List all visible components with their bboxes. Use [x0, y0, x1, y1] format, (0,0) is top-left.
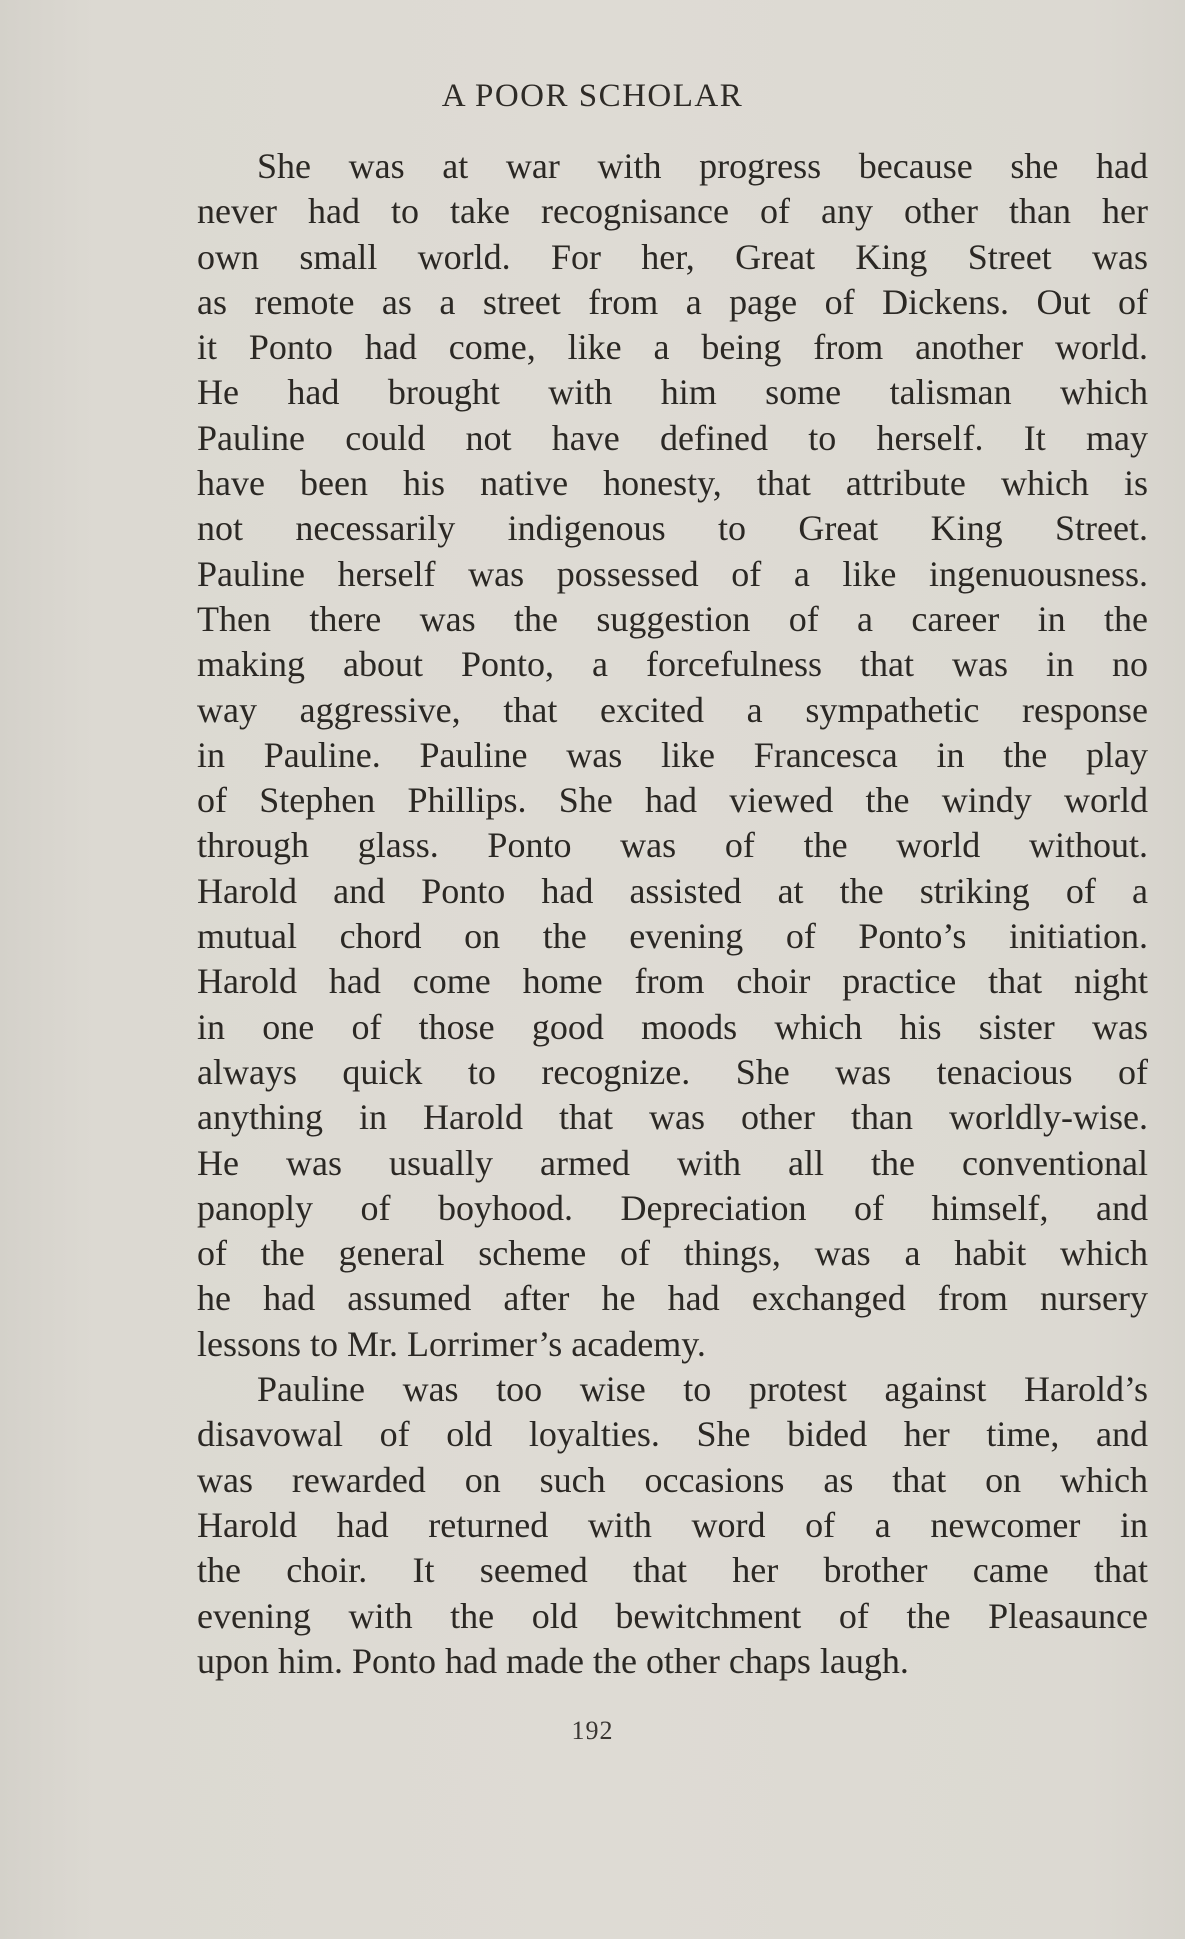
- text-line: He was usually armed with all the conventional: [197, 1142, 1148, 1183]
- text-line: Harold had returned with word of a newcomer in: [197, 1504, 1148, 1545]
- text-line: the choir. It seemed that her brother came that: [197, 1550, 1148, 1591]
- text-line: not necessarily indigenous to Great King Street.: [197, 508, 1148, 549]
- text-line: making about Ponto, a forcefulness that was in no: [197, 644, 1148, 685]
- text-line: was rewarded on such occasions as that on which: [197, 1459, 1148, 1500]
- text-line: disavowal of old loyalties. She bided her time, and: [197, 1414, 1148, 1455]
- text-line: lessons to Mr. Lorrimer’s academy.: [197, 1323, 706, 1364]
- running-head-title: A POOR SCHOLAR: [441, 78, 744, 114]
- text-line: way aggressive, that excited a sympathetic response: [197, 689, 1148, 730]
- text-line: evening with the old bewitchment of the Pleasaunce: [197, 1595, 1148, 1636]
- text-line: he had assumed after he had exchanged from nursery: [197, 1278, 1148, 1319]
- text-line: anything in Harold that was other than worldly-wise.: [197, 1097, 1148, 1138]
- text-line: never had to take recognisance of any other than her: [197, 191, 1148, 232]
- text-line: in Pauline. Pauline was like Francesca in the play: [197, 734, 1148, 775]
- text-line: always quick to recognize. She was tenacious of: [197, 1051, 1148, 1092]
- text-line: as remote as a street from a page of Dickens. Out of: [197, 281, 1148, 322]
- page-number: 192: [571, 1716, 614, 1745]
- text-line: Pauline was too wise to protest against Harold’s: [257, 1369, 1148, 1410]
- text-line: it Ponto had come, like a being from another world.: [197, 327, 1148, 368]
- text-line: of Stephen Phillips. She had viewed the windy world: [197, 780, 1148, 821]
- text-line: mutual chord on the evening of Ponto’s initiation.: [197, 916, 1148, 957]
- text-line: Then there was the suggestion of a career in the: [197, 598, 1148, 639]
- text-line: Harold and Ponto had assisted at the striking of a: [197, 870, 1148, 911]
- text-line: Harold had come home from choir practice that night: [197, 961, 1148, 1002]
- text-line: She was at war with progress because she had: [257, 146, 1148, 186]
- text-line: own small world. For her, Great King Street was: [197, 236, 1148, 277]
- text-line: Pauline could not have defined to herself. It may: [197, 417, 1148, 458]
- text-line: of the general scheme of things, was a habit which: [197, 1233, 1148, 1274]
- text-line: upon him. Ponto had made the other chaps laugh.: [197, 1640, 909, 1681]
- text-line: He had brought with him some talisman which: [197, 372, 1148, 413]
- text-line: panoply of boyhood. Depreciation of himself, and: [197, 1187, 1148, 1228]
- text-line: have been his native honesty, that attribute which is: [197, 463, 1148, 504]
- text-line: through glass. Ponto was of the world without.: [197, 825, 1148, 866]
- text-line: in one of those good moods which his sister was: [197, 1006, 1148, 1047]
- body-text: [197, 144, 1148, 1684]
- text-line: Pauline herself was possessed of a like ingenuousness.: [197, 553, 1148, 594]
